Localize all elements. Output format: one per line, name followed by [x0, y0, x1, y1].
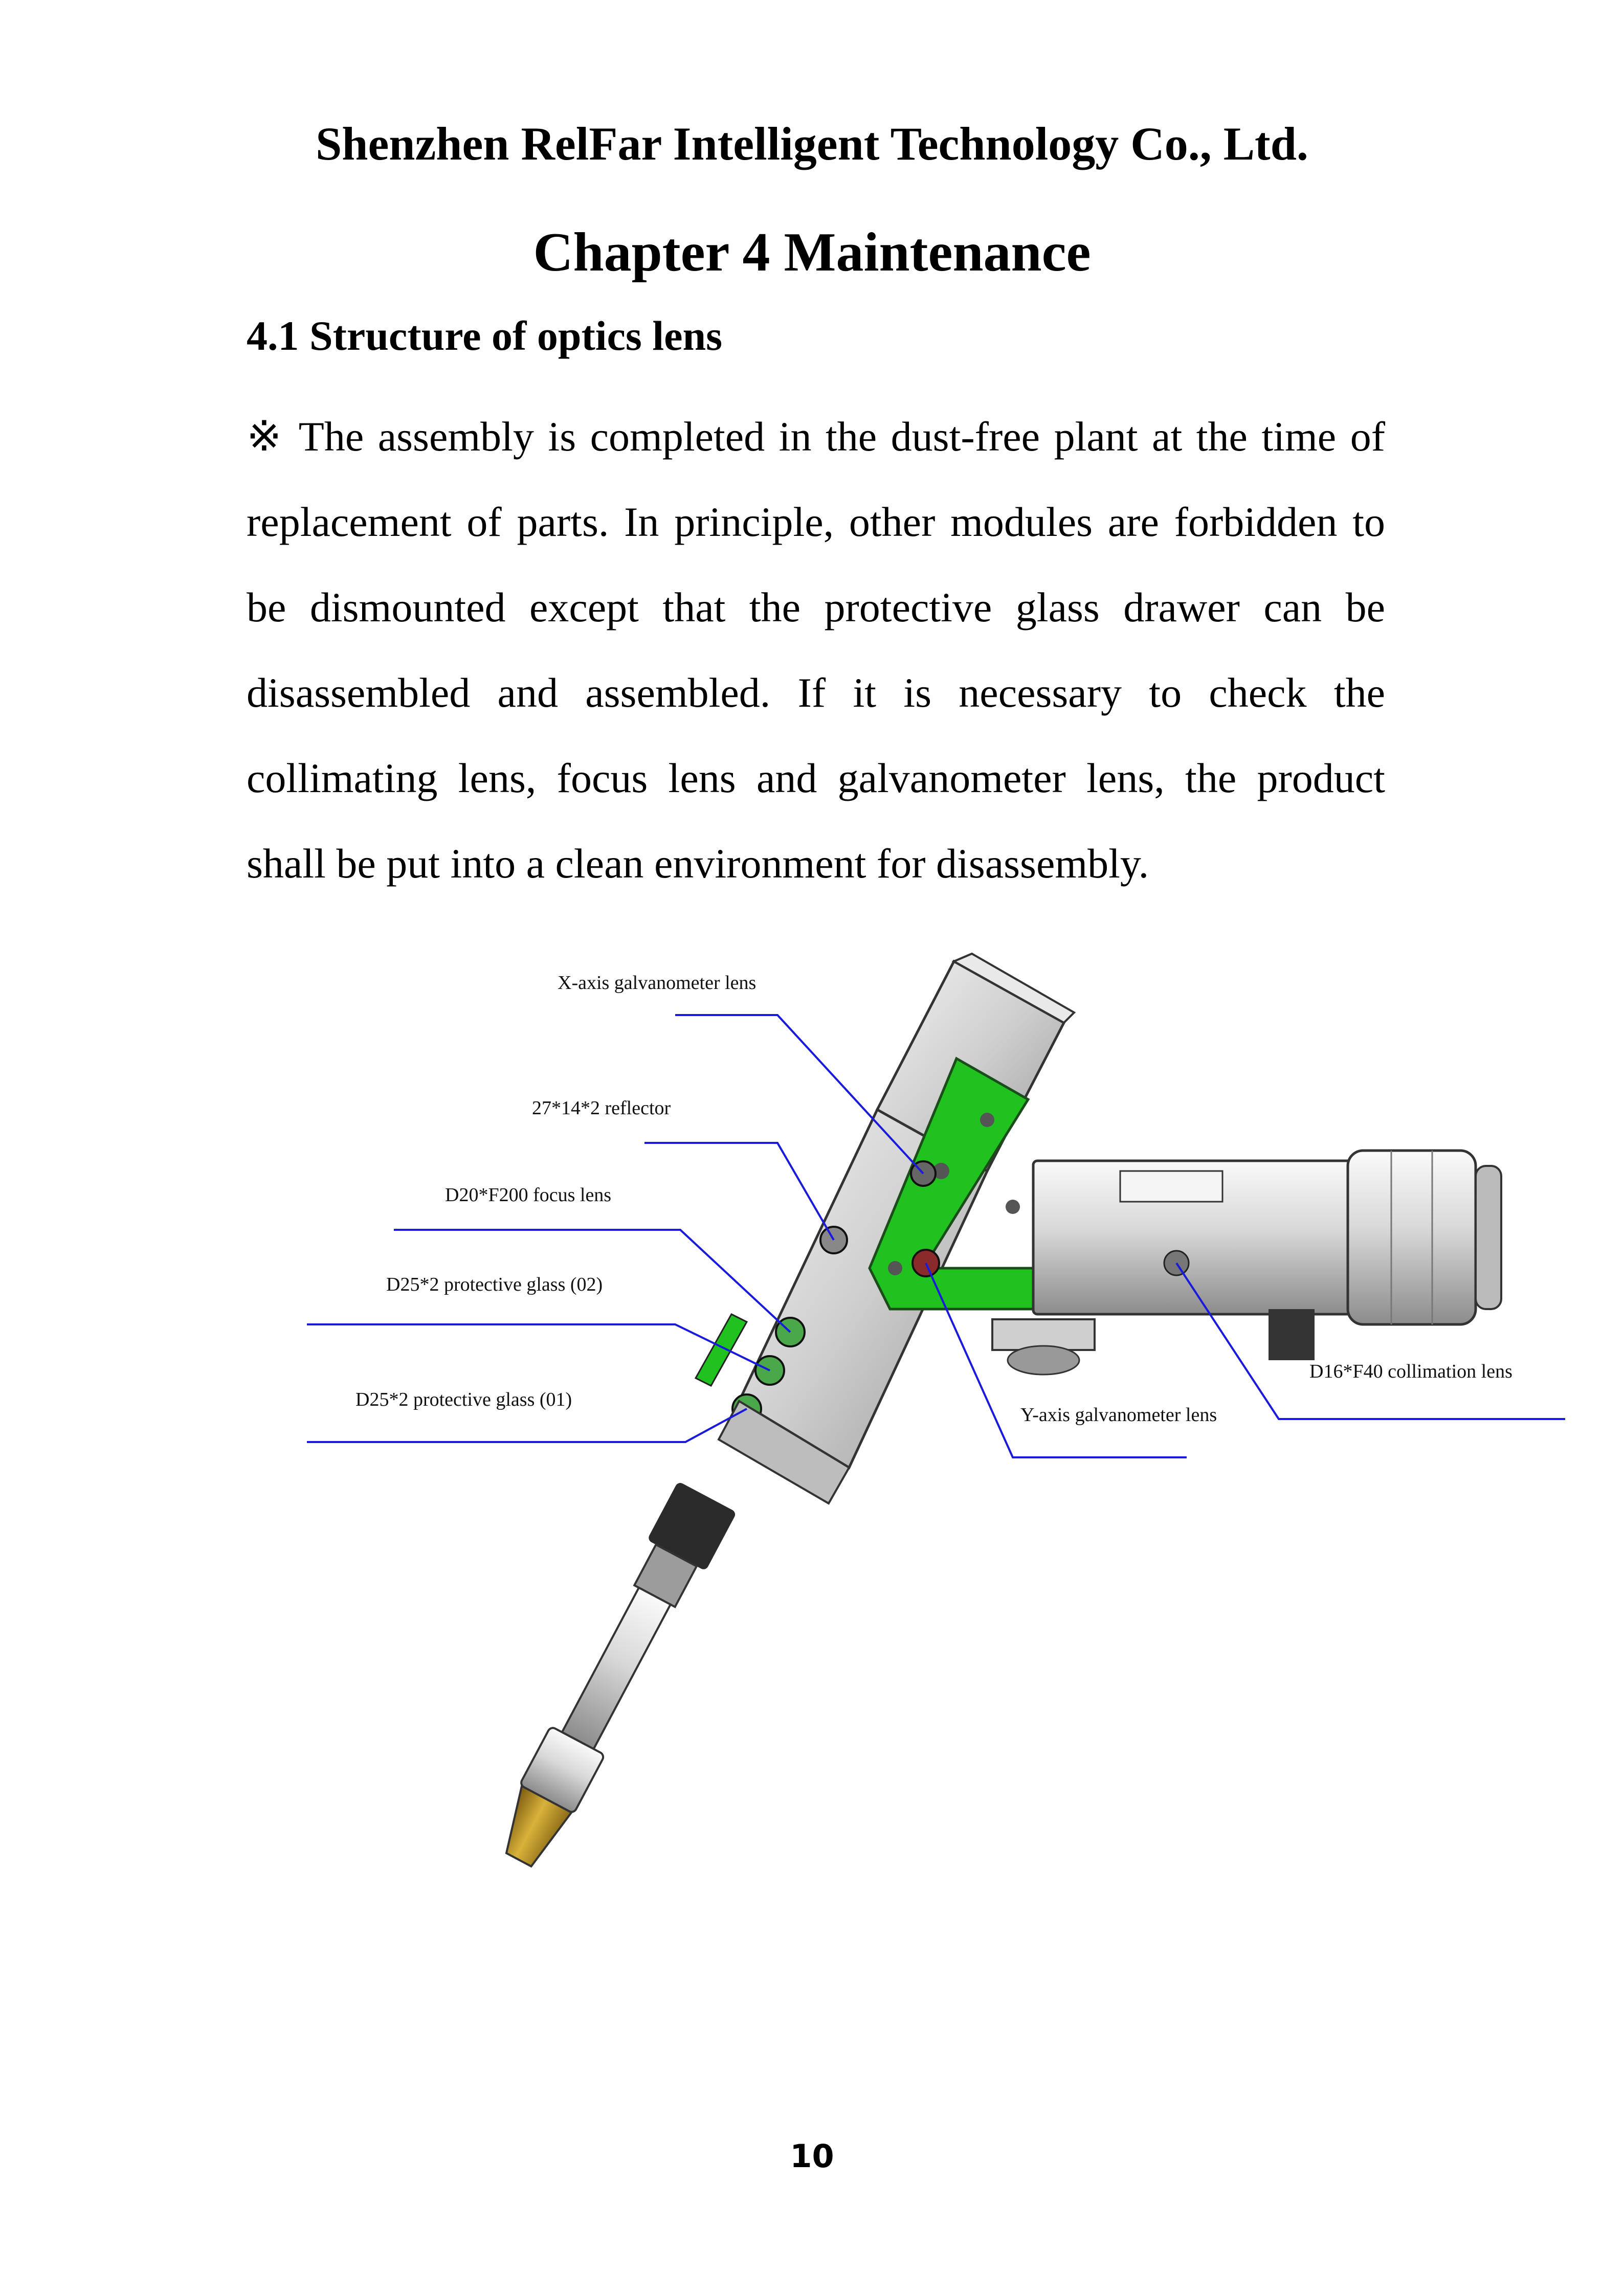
welding-head-drawing — [307, 951, 1565, 1912]
chapter-title: Chapter 4 Maintenance — [533, 222, 1091, 283]
label-protective-glass-01: D25*2 protective glass (01) — [355, 1389, 572, 1410]
lower-connector — [992, 1319, 1095, 1375]
page-number: 10 — [790, 2137, 834, 2175]
company-header: Shenzhen RelFar Intelligent Technology Co., Ltd. — [316, 118, 1308, 170]
label-reflector: 27*14*2 reflector — [532, 1097, 671, 1119]
label-x-axis-galvanometer-lens: X-axis galvanometer lens — [558, 972, 757, 994]
welding-head-diagram — [307, 951, 1565, 1912]
section-heading: 4.1 Structure of optics lens — [247, 312, 723, 359]
label-y-axis-galvanometer-lens: Y-axis galvanometer lens — [1020, 1404, 1217, 1426]
nozzle-assembly — [486, 1481, 737, 1874]
collimation-arm — [1033, 1151, 1501, 1360]
label-protective-glass-02: D25*2 protective glass (02) — [386, 1274, 603, 1295]
body-paragraph: ※ The assembly is completed in the dust-free plant at the time of replacement of parts. In principle, other modules are forbidden to be dismounted except that the protective glass drawer can be disassembled and assembled. If it is necessary to check the collimating lens, focus lens and galvanometer lens, the product shall be put into a clean environment for disassembly. — [247, 413, 1385, 887]
label-focus-lens: D20*F200 focus lens — [445, 1184, 612, 1206]
label-collimation-lens: D16*F40 collimation lens — [1309, 1361, 1512, 1382]
